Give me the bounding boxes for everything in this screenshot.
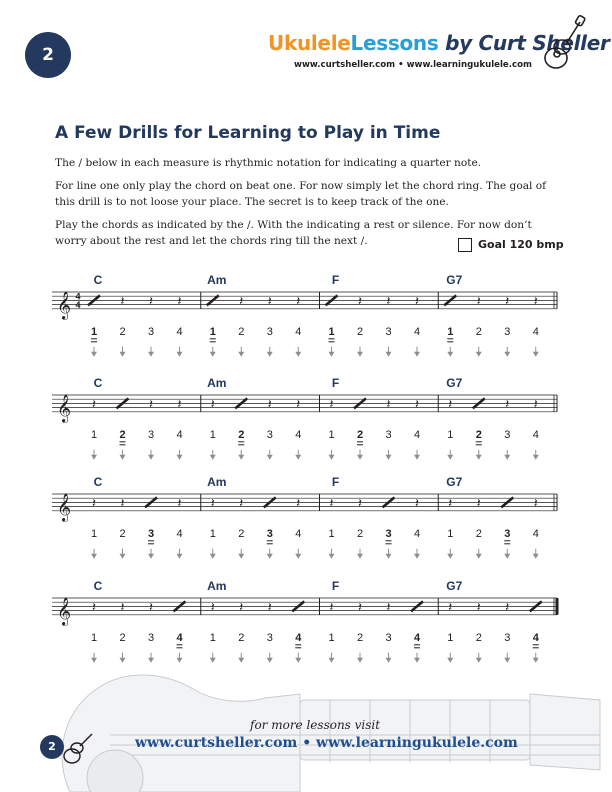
quarter-rest-icon: 𝄽: [267, 293, 272, 309]
down-strum-arrow-icon: [120, 658, 126, 663]
down-strum-arrow-icon: [533, 658, 539, 663]
beat-count: 2: [119, 631, 126, 644]
paragraph-1: The / below in each measure is rhythmic notation for indicating a quarter note.: [55, 157, 482, 169]
quarter-rest-icon: 𝄽: [210, 495, 215, 511]
beat-count: 1: [447, 325, 454, 338]
beat-count: 3: [504, 527, 511, 540]
quarter-rest-icon: 𝄽: [120, 599, 125, 615]
beat-count: 3: [504, 325, 511, 338]
quarter-rest-icon: 𝄽: [177, 293, 182, 309]
quarter-rest-icon: 𝄽: [239, 495, 244, 511]
down-strum-arrow-icon: [447, 352, 453, 357]
quarter-rest-icon: 𝄽: [329, 599, 334, 615]
page-title: A Few Drills for Learning to Play in Time: [55, 123, 441, 143]
quarter-rest-icon: 𝄽: [329, 495, 334, 511]
beat-count: 3: [266, 527, 273, 540]
treble-clef-icon: 𝄞: [56, 291, 72, 319]
down-strum-arrow-icon: [533, 352, 539, 357]
chord-name: Am: [207, 273, 227, 287]
beat-count: 4: [295, 631, 302, 644]
down-strum-arrow-icon: [91, 554, 97, 559]
beat-count: 1: [447, 631, 454, 644]
chord-name: C: [93, 475, 103, 489]
down-strum-arrow-icon: [267, 554, 273, 559]
beat-count: 2: [238, 527, 245, 540]
down-strum-arrow-icon: [267, 352, 273, 357]
beat-count: 4: [532, 325, 539, 338]
beat-count: 2: [356, 428, 364, 441]
beat-count: 4: [413, 527, 421, 540]
down-strum-arrow-icon: [476, 352, 482, 357]
down-strum-arrow-icon: [533, 455, 539, 460]
down-strum-arrow-icon: [476, 554, 482, 559]
beat-count: 3: [147, 631, 155, 644]
chord-name: C: [93, 376, 103, 390]
down-strum-arrow-icon: [386, 352, 392, 357]
quarter-rest-icon: 𝄽: [505, 396, 510, 412]
quarter-rest-icon: 𝄽: [177, 495, 182, 511]
brand-author: by Curt Sheller: [438, 31, 610, 55]
down-strum-arrow-icon: [476, 455, 482, 460]
beat-count: 4: [532, 527, 539, 540]
down-strum-arrow-icon: [238, 455, 244, 460]
down-strum-arrow-icon: [91, 352, 97, 357]
down-strum-arrow-icon: [504, 554, 510, 559]
down-strum-arrow-icon: [504, 455, 510, 460]
quarter-rest-icon: 𝄽: [505, 293, 510, 309]
beat-count: 4: [176, 631, 183, 644]
beat-count: 3: [147, 428, 155, 441]
quarter-rest-icon: 𝄽: [329, 396, 334, 412]
beat-count: 1: [447, 527, 454, 540]
beat-count: 2: [119, 428, 126, 441]
header-websites: www.curtsheller.com • www.learningukulele.com: [294, 60, 532, 70]
down-strum-arrow-icon: [295, 658, 301, 663]
quarter-rest-icon: 𝄽: [533, 396, 538, 412]
beat-count: 4: [295, 325, 302, 338]
brand-ukulele: Ukulele: [268, 31, 351, 55]
beat-count: 2: [475, 325, 482, 338]
chord-name: Am: [207, 376, 227, 390]
chord-name: Am: [207, 475, 227, 489]
chord-name: F: [331, 579, 340, 593]
down-strum-arrow-icon: [267, 658, 273, 663]
beat-count: 4: [295, 428, 302, 441]
down-strum-arrow-icon: [267, 455, 273, 460]
quarter-rest-icon: 𝄽: [267, 396, 272, 412]
beat-count: 2: [119, 325, 126, 338]
beat-count: 1: [209, 631, 216, 644]
beat-count: 4: [413, 428, 421, 441]
quarter-rest-icon: 𝄽: [296, 396, 301, 412]
quarter-rest-icon: 𝄽: [448, 495, 453, 511]
quarter-rest-icon: 𝄽: [358, 293, 362, 309]
beat-count: 1: [90, 325, 98, 338]
chord-name: G7: [446, 475, 463, 489]
down-strum-arrow-icon: [476, 658, 482, 663]
quarter-rest-icon: 𝄽: [476, 599, 481, 615]
quarter-rest-icon: 𝄽: [267, 599, 272, 615]
chord-name: Am: [207, 579, 227, 593]
footer-websites[interactable]: www.curtsheller.com • www.learningukulele.com: [135, 735, 518, 751]
down-strum-arrow-icon: [329, 455, 335, 460]
beat-count: 1: [328, 631, 335, 644]
quarter-rest-icon: 𝄽: [358, 495, 362, 511]
beat-count: 4: [413, 631, 421, 644]
beat-count: 2: [356, 631, 364, 644]
beat-count: 1: [328, 527, 335, 540]
beat-count: 4: [176, 527, 183, 540]
down-strum-arrow-icon: [238, 352, 244, 357]
beat-count: 2: [475, 631, 482, 644]
quarter-rest-icon: 𝄽: [415, 293, 419, 309]
down-strum-arrow-icon: [329, 554, 335, 559]
quarter-rest-icon: 𝄽: [177, 396, 182, 412]
beat-count: 2: [356, 325, 364, 338]
down-strum-arrow-icon: [91, 455, 97, 460]
paragraph-3: Play the chords as indicated by the /. With the indicating a rest or silence. For now don’t worry about the rest and let the chords ring till the next /.: [55, 219, 532, 247]
quarter-rest-icon: 𝄽: [210, 599, 215, 615]
quarter-rest-icon: 𝄽: [358, 599, 362, 615]
quarter-rest-icon: 𝄽: [448, 599, 453, 615]
beat-count: 3: [504, 428, 511, 441]
down-strum-arrow-icon: [210, 658, 216, 663]
down-strum-arrow-icon: [414, 455, 420, 460]
time-signature-bottom: 4: [75, 299, 81, 310]
quarter-rest-icon: 𝄽: [120, 495, 125, 511]
beat-count: 3: [266, 428, 273, 441]
chord-name: G7: [446, 376, 463, 390]
down-strum-arrow-icon: [357, 658, 363, 663]
quarter-rest-icon: 𝄽: [120, 293, 125, 309]
quarter-rest-icon: 𝄽: [386, 396, 391, 412]
beat-count: 2: [238, 325, 245, 338]
chord-name: F: [331, 273, 340, 287]
beat-count: 2: [238, 428, 245, 441]
down-strum-arrow-icon: [504, 352, 510, 357]
quarter-rest-icon: 𝄽: [239, 599, 244, 615]
down-strum-arrow-icon: [210, 554, 216, 559]
beat-count: 3: [385, 631, 392, 644]
beat-count: 3: [147, 527, 155, 540]
down-strum-arrow-icon: [414, 658, 420, 663]
beat-count: 2: [356, 527, 364, 540]
down-strum-arrow-icon: [357, 455, 363, 460]
down-strum-arrow-icon: [177, 352, 183, 357]
beat-count: 3: [385, 428, 392, 441]
chord-name: F: [331, 475, 340, 489]
beat-count: 4: [532, 631, 539, 644]
beat-count: 3: [385, 325, 392, 338]
beat-count: 3: [266, 631, 273, 644]
down-strum-arrow-icon: [120, 554, 126, 559]
quarter-rest-icon: 𝄽: [476, 293, 481, 309]
down-strum-arrow-icon: [447, 554, 453, 559]
beat-count: 3: [504, 631, 511, 644]
treble-clef-icon: 𝄞: [56, 394, 72, 422]
beat-count: 1: [209, 428, 216, 441]
beat-count: 4: [295, 527, 302, 540]
down-strum-arrow-icon: [148, 352, 154, 357]
footer-ukulele-icon: [60, 730, 100, 770]
treble-clef-icon: 𝄞: [56, 493, 72, 521]
down-strum-arrow-icon: [177, 554, 183, 559]
beat-count: 4: [176, 325, 183, 338]
quarter-rest-icon: 𝄽: [92, 396, 96, 412]
beat-count: 1: [209, 527, 216, 540]
beat-count: 3: [147, 325, 155, 338]
beat-count: 1: [447, 428, 454, 441]
down-strum-arrow-icon: [414, 554, 420, 559]
down-strum-arrow-icon: [120, 455, 126, 460]
quarter-rest-icon: 𝄽: [415, 495, 419, 511]
down-strum-arrow-icon: [386, 658, 392, 663]
quarter-rest-icon: 𝄽: [92, 599, 96, 615]
beat-count: 4: [532, 428, 539, 441]
beat-count: 2: [475, 428, 482, 441]
quarter-rest-icon: 𝄽: [149, 293, 153, 309]
down-strum-arrow-icon: [447, 658, 453, 663]
footer-visit-text: for more lessons visit: [250, 718, 381, 732]
down-strum-arrow-icon: [148, 658, 154, 663]
chord-name: C: [93, 273, 103, 287]
down-strum-arrow-icon: [414, 352, 420, 357]
time-signature-top: 4: [75, 291, 81, 302]
down-strum-arrow-icon: [177, 455, 183, 460]
quarter-rest-icon: 𝄽: [476, 495, 481, 511]
down-strum-arrow-icon: [357, 352, 363, 357]
quarter-rest-icon: 𝄽: [386, 599, 391, 615]
down-strum-arrow-icon: [386, 455, 392, 460]
beat-count: 3: [385, 527, 392, 540]
chord-name: G7: [446, 273, 463, 287]
down-strum-arrow-icon: [504, 658, 510, 663]
down-strum-arrow-icon: [357, 554, 363, 559]
down-strum-arrow-icon: [148, 554, 154, 559]
chord-name: F: [331, 376, 340, 390]
down-strum-arrow-icon: [295, 352, 301, 357]
quarter-rest-icon: 𝄽: [505, 599, 510, 615]
quarter-rest-icon: 𝄽: [149, 599, 153, 615]
quarter-rest-icon: 𝄽: [386, 293, 391, 309]
beat-count: 1: [209, 325, 216, 338]
down-strum-arrow-icon: [91, 658, 97, 663]
quarter-rest-icon: 𝄽: [415, 396, 419, 412]
down-strum-arrow-icon: [177, 658, 183, 663]
paragraph-2: For line one only play the chord on beat one. For now simply let the chord ring. The goal of this drill is to not loose your place. The secret is to keep track of the one.: [55, 180, 547, 208]
beat-count: 4: [176, 428, 183, 441]
down-strum-arrow-icon: [533, 554, 539, 559]
down-strum-arrow-icon: [295, 455, 301, 460]
beat-count: 2: [475, 527, 482, 540]
quarter-rest-icon: 𝄽: [533, 293, 538, 309]
beat-count: 2: [119, 527, 126, 540]
quarter-rest-icon: 𝄽: [296, 293, 301, 309]
quarter-rest-icon: 𝄽: [92, 495, 96, 511]
down-strum-arrow-icon: [210, 455, 216, 460]
quarter-rest-icon: 𝄽: [296, 495, 301, 511]
beat-count: 4: [413, 325, 421, 338]
quarter-rest-icon: 𝄽: [239, 293, 244, 309]
down-strum-arrow-icon: [238, 658, 244, 663]
beat-count: 1: [328, 325, 335, 338]
beat-count: 1: [90, 428, 98, 441]
down-strum-arrow-icon: [386, 554, 392, 559]
beat-count: 3: [266, 325, 273, 338]
down-strum-arrow-icon: [295, 554, 301, 559]
beat-count: 1: [328, 428, 335, 441]
goal-label: Goal 120 bmp: [478, 238, 564, 251]
quarter-rest-icon: 𝄽: [448, 396, 453, 412]
chord-name: G7: [446, 579, 463, 593]
chord-name: C: [93, 579, 103, 593]
down-strum-arrow-icon: [210, 352, 216, 357]
quarter-rest-icon: 𝄽: [149, 396, 153, 412]
down-strum-arrow-icon: [238, 554, 244, 559]
down-strum-arrow-icon: [148, 455, 154, 460]
quarter-rest-icon: 𝄽: [210, 396, 215, 412]
brand-lessons: Lessons: [350, 31, 439, 55]
chapter-badge: 2: [25, 32, 71, 78]
beat-count: 1: [90, 631, 98, 644]
down-strum-arrow-icon: [447, 455, 453, 460]
down-strum-arrow-icon: [329, 658, 335, 663]
down-strum-arrow-icon: [120, 352, 126, 357]
down-strum-arrow-icon: [329, 352, 335, 357]
quarter-rest-icon: 𝄽: [533, 495, 538, 511]
page-number: 2: [40, 735, 64, 759]
beat-count: 1: [90, 527, 98, 540]
treble-clef-icon: 𝄞: [56, 597, 72, 625]
beat-count: 2: [238, 631, 245, 644]
